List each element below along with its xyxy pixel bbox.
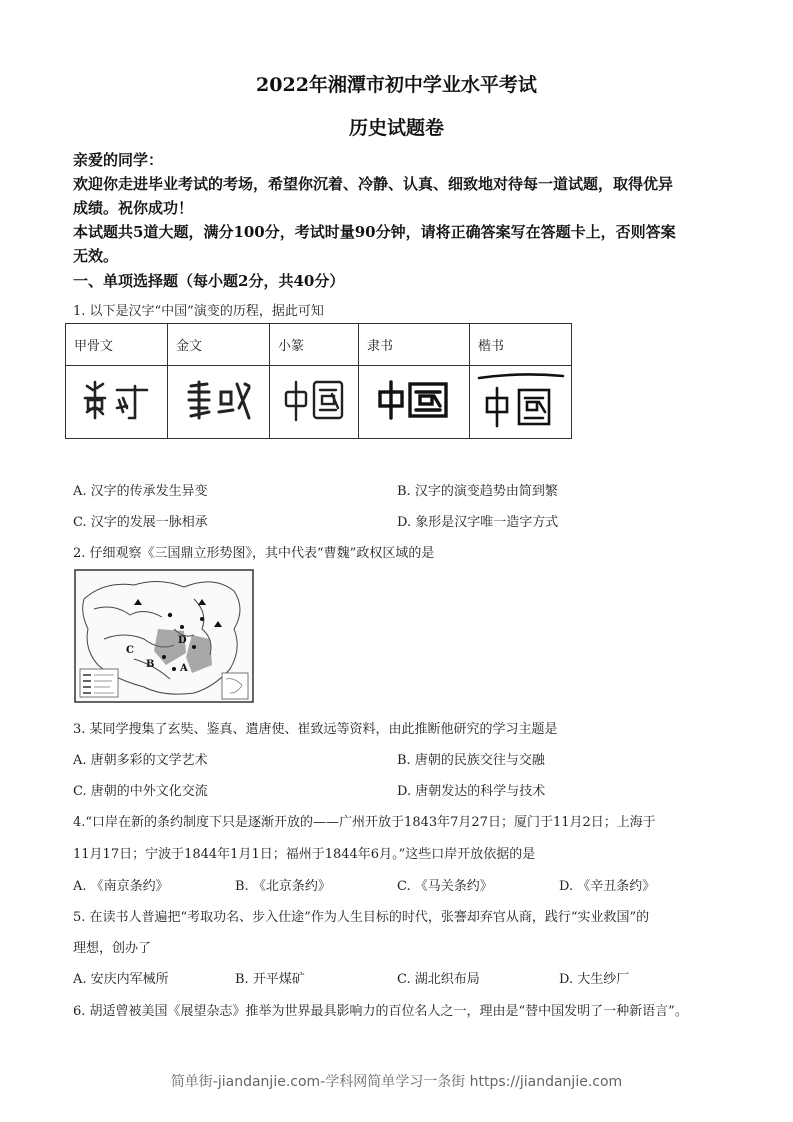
q1-option-c[interactable]: C. 汉字的发展一脉相承 <box>73 515 208 530</box>
bronze-glyph <box>183 378 255 422</box>
table-header-regular: 楷书 <box>470 324 572 366</box>
q4-option-b[interactable]: B. 《北京条约》 <box>235 879 331 894</box>
q4-option-a[interactable]: A. 《南京条约》 <box>73 879 169 894</box>
map-label-c: C <box>126 645 134 656</box>
q1-option-a[interactable]: A. 汉字的传承发生异变 <box>73 484 208 499</box>
map-label-a: A <box>180 663 188 674</box>
q5-option-c[interactable]: C. 湖北织布局 <box>397 972 480 987</box>
intro-greeting: 亲爱的同学： <box>73 151 164 169</box>
q5-option-d[interactable]: D. 大生纱厂 <box>559 972 630 987</box>
regular-script-glyph-cell <box>470 366 572 439</box>
character-evolution-table <box>65 323 572 439</box>
q3-option-d[interactable]: D. 唐朝发达的科学与技术 <box>397 784 546 799</box>
q4-option-c[interactable]: C. 《马关条约》 <box>397 879 493 894</box>
q3-option-c[interactable]: C. 唐朝的中外文化交流 <box>73 784 208 799</box>
map-legend <box>80 669 118 697</box>
question-4-stem-line-2: 11月17日；宁波于1844年1月1日；福州于1844年6月。”这些口岸开放依据的是 <box>73 847 536 862</box>
question-1-stem: 1. 以下是汉字“中国”演变的历程，据此可知 <box>73 304 324 319</box>
map-inset <box>222 673 248 699</box>
q3-option-a[interactable]: A. 唐朝多彩的文学艺术 <box>73 753 208 768</box>
three-kingdoms-map <box>74 569 254 703</box>
intro-line-1: 欢迎你走进毕业考试的考场，希望你沉着、冷静、认真、细致地对待每一道试题，取得优异 <box>73 175 674 193</box>
map-label-d: D <box>178 635 187 646</box>
clerical-glyph-cell <box>359 366 470 439</box>
map-label-b: B <box>146 659 155 670</box>
question-6-stem: 6. 胡适曾被美国《展望杂志》推举为世界最具影响力的百位名人之一，理由是“替中国发明了一种新语言”。 <box>73 1004 688 1019</box>
question-5-stem-line-1: 5. 在读书人普遍把“考取功名、步入仕途”作为人生目标的时代，张謇却弃官从商，践行“实业救国”的 <box>73 910 650 925</box>
page-subtitle: 历史试题卷 <box>348 117 444 139</box>
question-2-stem: 2. 仔细观察《三国鼎立形势图》，其中代表“曹魏”政权区域的是 <box>73 546 435 561</box>
section-heading: 一、单项选择题（每小题2分，共40分） <box>73 272 345 290</box>
q3-option-b[interactable]: B. 唐朝的民族交往与交融 <box>397 753 545 768</box>
regular-script-glyph <box>475 370 567 430</box>
intro-line-2: 成绩。祝你成功！ <box>73 199 194 217</box>
question-5-stem-line-2: 理想，创办了 <box>73 941 152 956</box>
table-header-oracle: 甲骨文 <box>66 324 168 366</box>
bronze-glyph-cell <box>168 366 270 439</box>
q1-option-b[interactable]: B. 汉字的演变趋势由简到繁 <box>397 484 558 499</box>
q5-option-b[interactable]: B. 开平煤矿 <box>235 972 305 987</box>
table-header-small-seal: 小篆 <box>270 324 359 366</box>
q5-option-a[interactable]: A. 安庆内军械所 <box>73 972 169 987</box>
clerical-glyph <box>374 378 454 422</box>
q4-option-d[interactable]: D. 《辛丑条约》 <box>559 879 656 894</box>
intro-line-3: 本试题共5道大题，满分100分，考试时量90分钟，请将正确答案写在答题卡上，否则答案 <box>73 223 676 241</box>
page-footer[interactable]: 简单街-jiandanjie.com-学科网简单学习一条街 https://jiandanjie.com <box>170 1074 623 1090</box>
table-header-bronze: 金文 <box>168 324 270 366</box>
page-title: 2022年湘潭市初中学业水平考试 <box>256 74 537 96</box>
table-header-clerical: 隶书 <box>359 324 470 366</box>
question-3-stem: 3. 某同学搜集了玄奘、鉴真、遣唐使、崔致远等资料，由此推断他研究的学习主题是 <box>73 722 558 737</box>
intro-line-4: 无效。 <box>73 247 119 265</box>
question-4-stem-line-1: 4.“口岸在新的条约制度下只是逐渐开放的——广州开放于1843年7月27日；厦门于11月2日；上海于 <box>73 815 656 830</box>
q1-option-d[interactable]: D. 象形是汉字唯一造字方式 <box>397 515 559 530</box>
small-seal-glyph-cell <box>270 366 359 439</box>
small-seal-glyph <box>280 378 348 422</box>
oracle-bone-glyph <box>81 378 153 422</box>
oracle-bone-glyph-cell <box>66 366 168 439</box>
